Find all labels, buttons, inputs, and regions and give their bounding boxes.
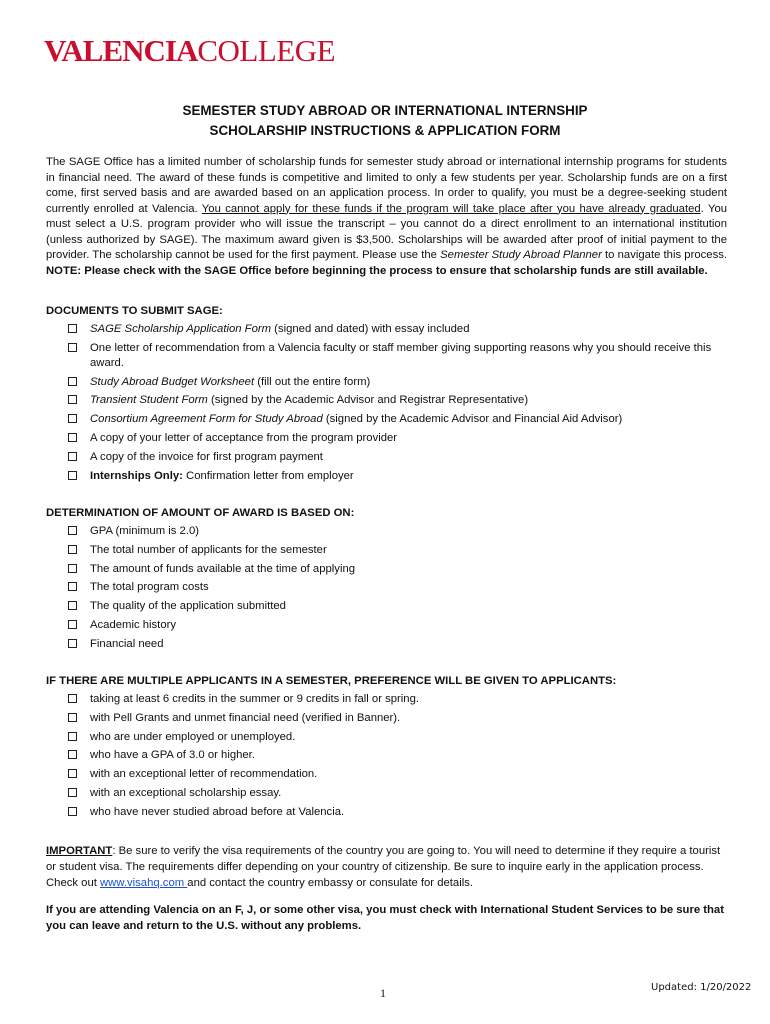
- checkbox[interactable]: [68, 452, 77, 461]
- checkbox[interactable]: [68, 582, 77, 591]
- list-item: [68, 431, 728, 446]
- item-text: A copy of your letter of acceptance from the program provider: [90, 431, 398, 444]
- list-item: [68, 786, 728, 801]
- list-item: [68, 618, 728, 633]
- item-text: Academic history: [90, 618, 177, 631]
- list-item: [68, 805, 728, 820]
- list-item: [68, 341, 728, 371]
- item-text: who have never studied abroad before at Valencia.: [90, 805, 345, 818]
- list-item: [68, 692, 728, 707]
- item-text: Confirmation letter from employer: [182, 469, 354, 482]
- checkbox[interactable]: [68, 414, 77, 423]
- item-emphasis: Study Abroad Budget Worksheet: [90, 375, 255, 388]
- list-item: [68, 711, 728, 726]
- item-text: with Pell Grants and unmet financial need (verified in Banner).: [90, 711, 401, 724]
- item-text: who have a GPA of 3.0 or higher.: [90, 749, 255, 762]
- item-text: with an exceptional letter of recommendation.: [90, 768, 318, 781]
- checkbox[interactable]: [68, 620, 77, 629]
- important-text-1: : Be sure to verify the visa requirements of the country you are going to. You will need to determine if they require a tourist or student visa. The requirements differ depending on your country of citizenship. Be sure to inquire early in the application process. Check out: [46, 845, 721, 889]
- item-text: (signed and dated) with essay included: [271, 323, 470, 335]
- item-text: The amount of funds available at the time of applying: [90, 562, 356, 575]
- list-item: [68, 524, 728, 539]
- list-item: [68, 730, 728, 745]
- documents-list: [68, 322, 728, 487]
- checkbox[interactable]: [68, 601, 77, 610]
- checkbox[interactable]: [68, 343, 77, 352]
- item-emphasis: Consortium Agreement Form for Study Abroad: [90, 413, 323, 426]
- item-text: who are under employed or unemployed.: [90, 730, 296, 743]
- checkbox[interactable]: [68, 324, 77, 333]
- list-item: [68, 599, 728, 614]
- preference-list: [68, 692, 728, 824]
- intro-note: NOTE: Please check with the SAGE Office before beginning the process to ensure that scholarship funds are still available.: [46, 264, 708, 277]
- item-text: taking at least 6 credits in the summer or 9 credits in fall or spring.: [90, 693, 420, 705]
- list-item: [68, 767, 728, 782]
- determination-heading: DETERMINATION OF AMOUNT OF AWARD IS BASED ON:: [46, 507, 355, 519]
- item-text: with an exceptional scholarship essay.: [90, 786, 282, 799]
- checkbox[interactable]: [68, 694, 77, 703]
- checkbox[interactable]: [68, 750, 77, 759]
- checkbox[interactable]: [68, 713, 77, 722]
- title-line2: SCHOLARSHIP INSTRUCTIONS & APPLICATION FORM: [209, 123, 561, 138]
- checkbox[interactable]: [68, 526, 77, 535]
- item-text: (fill out the entire form): [254, 375, 371, 388]
- item-bold: Internships Only:: [90, 469, 183, 482]
- important-text-2: and contact the country embassy or consulate for details.: [187, 877, 473, 889]
- intro-text-1: The SAGE Office has a limited number of scholarship funds for semester study abroad or international internship programs for students in financial need. The award of these funds is competitive and limited to only a few students per year. Scholarship funds are on a first come, first served basis and are awarded based on an application process. In order to qualify, you must be a degree-seeking student currently enrolled at Valencia.: [46, 156, 727, 215]
- item-text: A copy of the invoice for first program payment: [90, 450, 323, 463]
- determination-list: [68, 524, 728, 656]
- list-item: [68, 748, 728, 763]
- documents-heading: DOCUMENTS TO SUBMIT SAGE:: [46, 305, 223, 317]
- intro-text-3: . You must select a U.S. program provider who will issue the transcript – you cannot do a direct enrollment to an international institution (unless authorized by SAGE). The maximum award given is $3,500. Scholarships will be awarded after proof of initial payment to the provider. The scholarship cannot be used for the first payment. Please use the: [46, 202, 728, 261]
- item-text: The total number of applicants for the semester: [90, 543, 327, 556]
- checkbox[interactable]: [68, 788, 77, 797]
- item-text: The total program costs: [90, 581, 209, 594]
- list-item: [68, 450, 728, 465]
- item-text: The quality of the application submitted: [90, 600, 286, 613]
- list-item: [68, 637, 728, 652]
- item-text: One letter of recommendation from a Valencia faculty or staff member giving supporting reasons why you should receive this award.: [90, 341, 712, 369]
- list-item: [68, 543, 728, 558]
- checkbox[interactable]: [68, 377, 77, 386]
- item-text: Financial need: [90, 637, 164, 650]
- intro-text-5: to navigate this process.: [601, 249, 728, 261]
- item-text: (signed by the Academic Advisor and Registrar Representative): [207, 394, 529, 407]
- intro-paragraph: [46, 155, 727, 279]
- list-item: [68, 580, 728, 595]
- updated-date: Updated: 1/20/2022: [651, 982, 752, 993]
- list-item: [68, 412, 728, 427]
- list-item: [68, 375, 728, 390]
- preference-heading: IF THERE ARE MULTIPLE APPLICANTS IN A SEMESTER, PREFERENCE WILL BE GIVEN TO APPLICANTS:: [46, 675, 617, 687]
- item-emphasis: SAGE Scholarship Application Form: [90, 323, 272, 335]
- checkbox[interactable]: [68, 807, 77, 816]
- checkbox[interactable]: [68, 732, 77, 741]
- item-text: GPA (minimum is 2.0): [90, 525, 200, 537]
- checkbox[interactable]: [68, 564, 77, 573]
- checkbox[interactable]: [68, 433, 77, 442]
- important-label: IMPORTANT: [46, 845, 113, 857]
- checkbox[interactable]: [68, 769, 77, 778]
- important-paragraph: [46, 843, 727, 891]
- item-emphasis: Transient Student Form: [90, 394, 208, 407]
- intro-planner-name: Semester Study Abroad Planner: [440, 249, 602, 261]
- item-text: (signed by the Academic Advisor and Financial Aid Advisor): [322, 413, 623, 426]
- list-item: [68, 393, 728, 408]
- document-title: [0, 101, 770, 141]
- valencia-college-logo: [44, 34, 335, 68]
- checkbox[interactable]: [68, 471, 77, 480]
- logo-part2: COLLEGE: [197, 33, 336, 68]
- list-item: [68, 469, 728, 484]
- list-item: [68, 562, 728, 577]
- checkbox[interactable]: [68, 639, 77, 648]
- list-item: [68, 322, 728, 337]
- title-line1: SEMESTER STUDY ABROAD OR INTERNATIONAL INTERNSHIP: [182, 103, 588, 118]
- visahq-link[interactable]: www.visahq.com: [100, 877, 188, 889]
- checkbox[interactable]: [68, 395, 77, 404]
- checkbox[interactable]: [68, 545, 77, 554]
- page-number: 1: [380, 986, 386, 1000]
- visa-note: If you are attending Valencia on an F, J, or some other visa, you must check with International Student Services to be sure that you can leave and return to the U.S. without any problems.: [46, 904, 724, 932]
- intro-graduation-warning: You cannot apply for these funds if the program will take place after you have already graduated: [201, 202, 701, 215]
- logo-part1: VALENCIA: [44, 33, 198, 68]
